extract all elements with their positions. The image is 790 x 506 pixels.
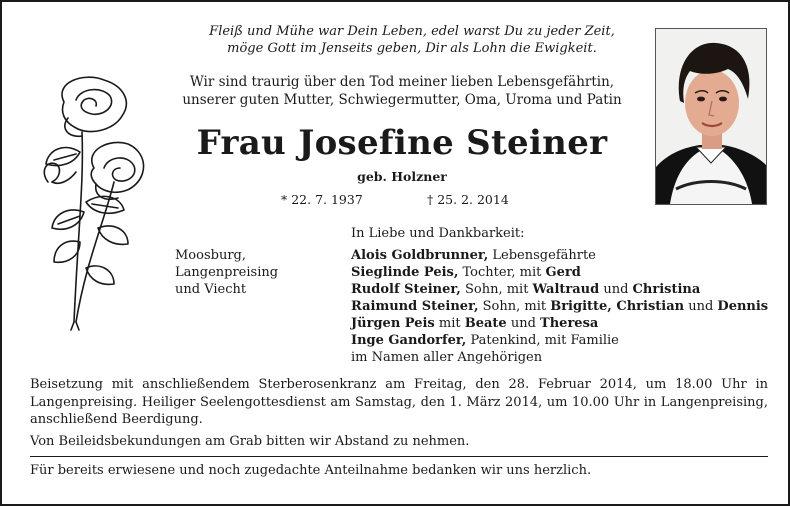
relative-text: Sohn, mit [478, 299, 551, 314]
intro-line-2: unserer guten Mutter, Schwiegermutter, Oma, Uroma und Patin [182, 92, 622, 108]
closing-thanks: Für bereits erwiesene und noch zugedachte Anteilnahme bedanken wir uns herzlich. [30, 463, 592, 478]
relative-name: Dennis [717, 299, 769, 314]
quote-line-2: möge Gott im Jenseits geben, Dir als Lohn die Ewigkeit. [227, 41, 597, 56]
relative-text: Patenkind, mit Familie [466, 333, 619, 348]
relative-name: Christina [632, 282, 701, 297]
relative-text: und [684, 299, 718, 314]
place-1: Moosburg, [175, 248, 246, 263]
relative-name: Gerd [545, 265, 581, 280]
relative-text: mit [434, 316, 465, 331]
relative-name: Raimund Steiner, [351, 299, 479, 314]
deceased-name: Frau Josefine Steiner [196, 123, 608, 163]
thanks-intro: In Liebe und Dankbarkeit: [351, 226, 525, 241]
condolence-note: Von Beileidsbekundungen am Grab bitten wir Abstand zu nehmen. [30, 434, 470, 449]
relative-name: Waltraud [532, 282, 600, 297]
death-date: † 25. 2. 2014 [427, 192, 509, 207]
places-list [175, 247, 278, 298]
funeral-details: Beisetzung mit anschließendem Sterberosenkranz am Freitag, den 28. Februar 2014, um 18.00 Uhr in Langenpreising. Heiliger Seelengottesdienst am Samstag, den 1. März 2014, um 10.00 Uhr in Langenpreising, anschließend Beerdigung. [30, 377, 768, 427]
divider [30, 456, 768, 457]
relative-name: Jürgen Peis [351, 316, 435, 331]
relative-row [351, 298, 768, 315]
relative-name: Inge Gandorfer, [351, 333, 467, 348]
relative-row [351, 247, 768, 264]
relative-text: Tochter, mit [458, 265, 546, 280]
relative-row [351, 349, 768, 366]
relative-name: Theresa [540, 316, 599, 331]
intro-line-1: Wir sind traurig über den Tod meiner lieben Lebensgefährtin, [189, 74, 615, 90]
place-2: Langenpreising [175, 265, 279, 280]
quote-line-1: Fleiß und Mühe war Dein Leben, edel warst Du zu jeder Zeit, [209, 24, 615, 39]
relative-name: Sieglinde Peis, [351, 265, 459, 280]
relative-name: Rudolf Steiner, [351, 282, 461, 297]
relative-text: und [599, 282, 633, 297]
relative-row [351, 315, 768, 332]
relative-text: und [506, 316, 541, 331]
relative-name: Alois Goldbrunner, [351, 248, 489, 263]
relatives-list [351, 247, 768, 366]
relative-row [351, 281, 768, 298]
portrait-image [656, 29, 766, 204]
relative-row [351, 264, 768, 281]
maiden-name: geb. Holzner [357, 169, 447, 184]
relative-name: Brigitte, Christian [550, 299, 685, 314]
relative-text: Sohn, mit [460, 282, 533, 297]
relative-name: Beate [464, 316, 507, 331]
place-3: und Viecht [175, 282, 247, 297]
portrait-photo [655, 28, 767, 205]
birth-date: * 22. 7. 1937 [281, 192, 363, 207]
relative-text: im Namen aller Angehörigen [351, 350, 543, 365]
relative-row [351, 332, 768, 349]
relative-text: Lebensgefährte [488, 248, 596, 263]
rose-icon [24, 72, 152, 332]
